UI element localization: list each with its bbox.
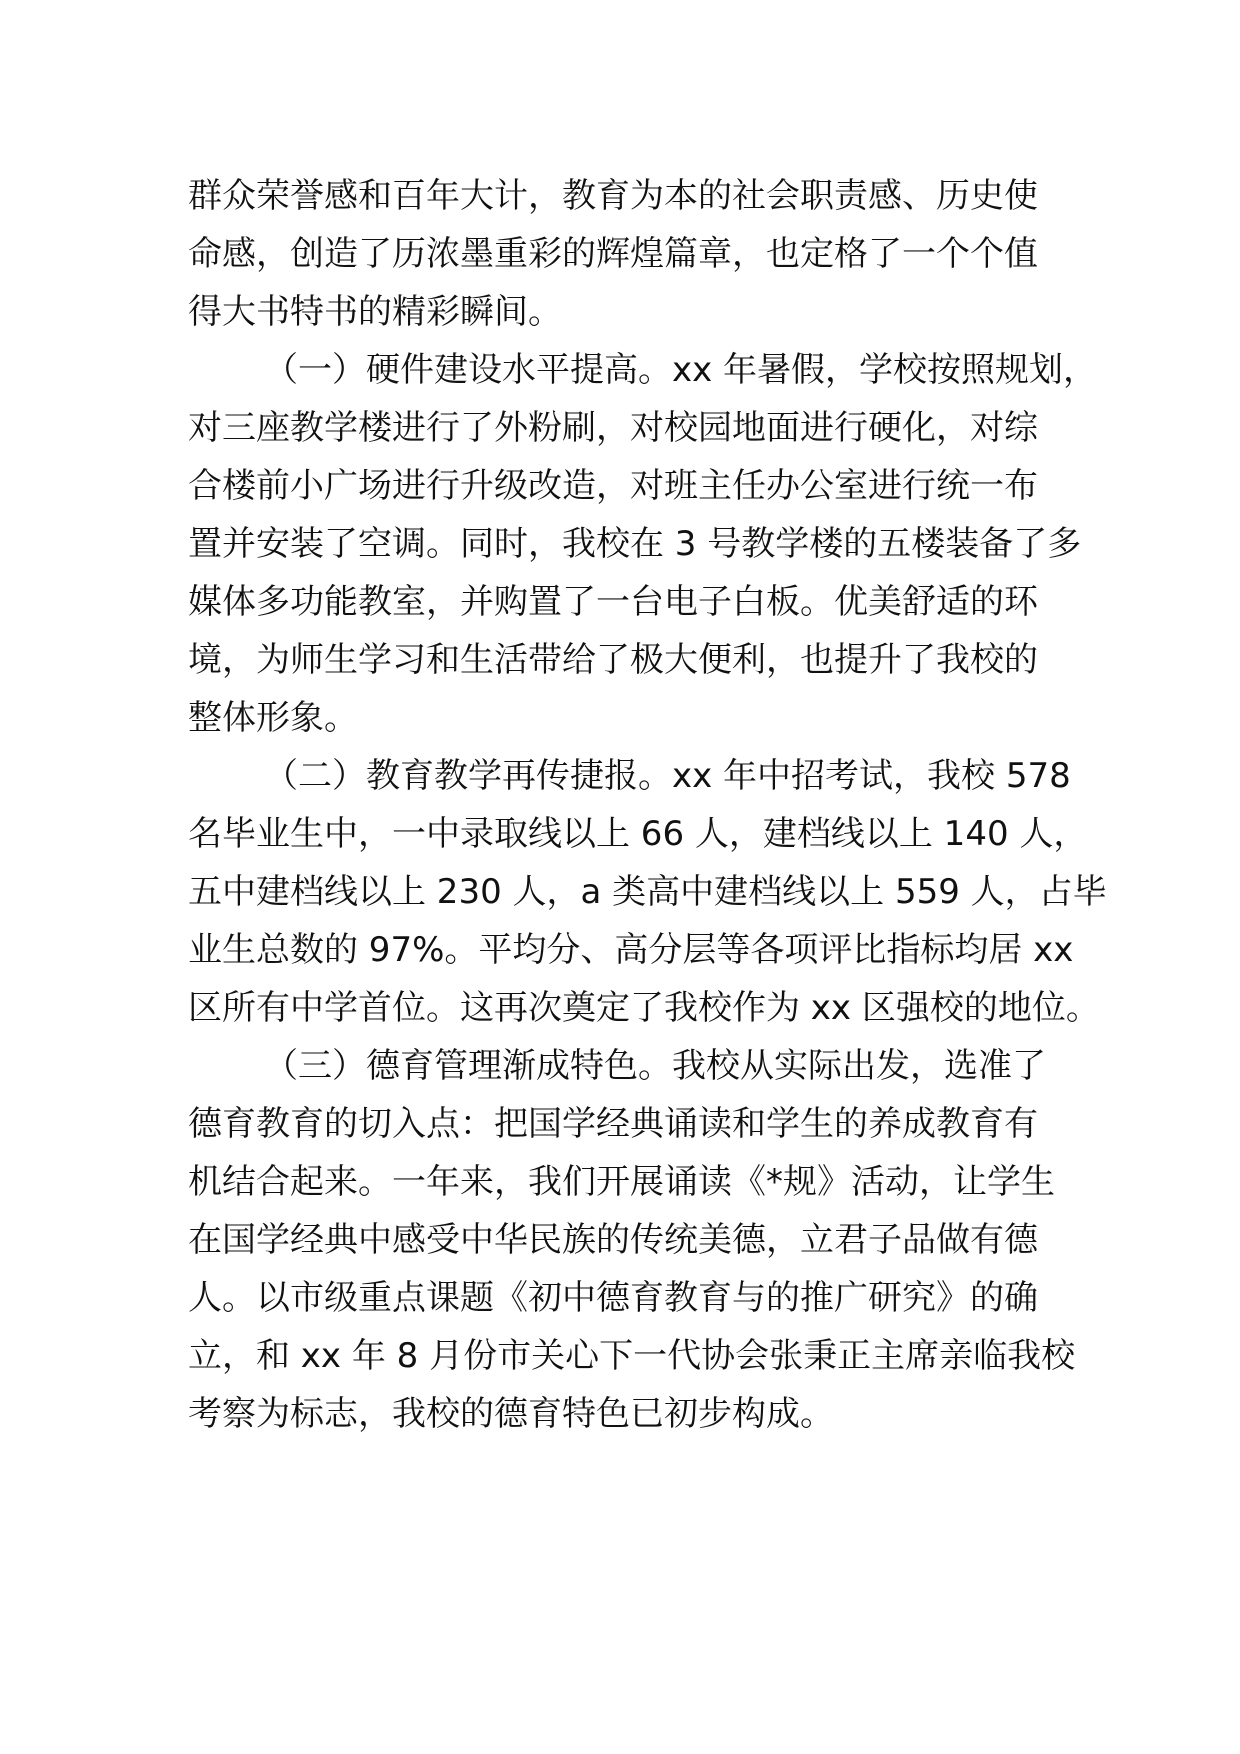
text-line: 业生总数的 97%。平均分、高分层等各项评比指标均居 xx	[188, 930, 1074, 970]
text-line: 名毕业生中，一中录取线以上 66 人，建档线以上 140 人，	[188, 814, 1088, 854]
text-line: 置并安装了空调。同时，我校在 3 号教学楼的五楼装备了多	[188, 524, 1082, 564]
text-line: 境，为师生学习和生活带给了极大便利，也提升了我校的	[188, 640, 1038, 680]
text-line: 得大书特书的精彩瞬间。	[188, 292, 562, 332]
text-line: 德育教育的切入点：把国学经典诵读和学生的养成教育有	[188, 1104, 1038, 1144]
paragraph-2-first-line: （二）教育教学再传捷报。xx 年中招考试，我校 578	[264, 756, 1071, 796]
paragraph-1-first-line: （一）硬件建设水平提高。xx 年暑假，学校按照规划，	[264, 350, 1098, 390]
text-line: 立，和 xx 年 8 月份市关心下一代协会张秉正主席亲临我校	[188, 1336, 1076, 1376]
paragraph-3-first-line: （三）德育管理渐成特色。我校从实际出发，选准了	[264, 1046, 1046, 1086]
text-line: 机结合起来。一年来，我们开展诵读《*规》活动，让学生	[188, 1162, 1055, 1202]
text-line: 五中建档线以上 230 人，a 类高中建档线以上 559 人，占毕	[188, 872, 1107, 912]
text-line: 媒体多功能教室，并购置了一台电子白板。优美舒适的环	[188, 582, 1038, 622]
text-line: 在国学经典中感受中华民族的传统美德，立君子品做有德	[188, 1220, 1038, 1260]
text-line: 命感，创造了历浓墨重彩的辉煌篇章，也定格了一个个值	[188, 234, 1038, 274]
text-line: 人。以市级重点课题《初中德育教育与的推广研究》的确	[188, 1278, 1038, 1318]
text-line: 整体形象。	[188, 698, 358, 738]
text-line: 合楼前小广场进行升级改造，对班主任办公室进行统一布	[188, 466, 1038, 506]
text-line: 区所有中学首位。这再次奠定了我校作为 xx 区强校的地位。	[188, 988, 1100, 1028]
text-line: 考察为标志，我校的德育特色已初步构成。	[188, 1394, 834, 1434]
text-line: 群众荣誉感和百年大计，教育为本的社会职责感、历史使	[188, 176, 1038, 216]
text-line: 对三座教学楼进行了外粉刷，对校园地面进行硬化，对综	[188, 408, 1038, 448]
